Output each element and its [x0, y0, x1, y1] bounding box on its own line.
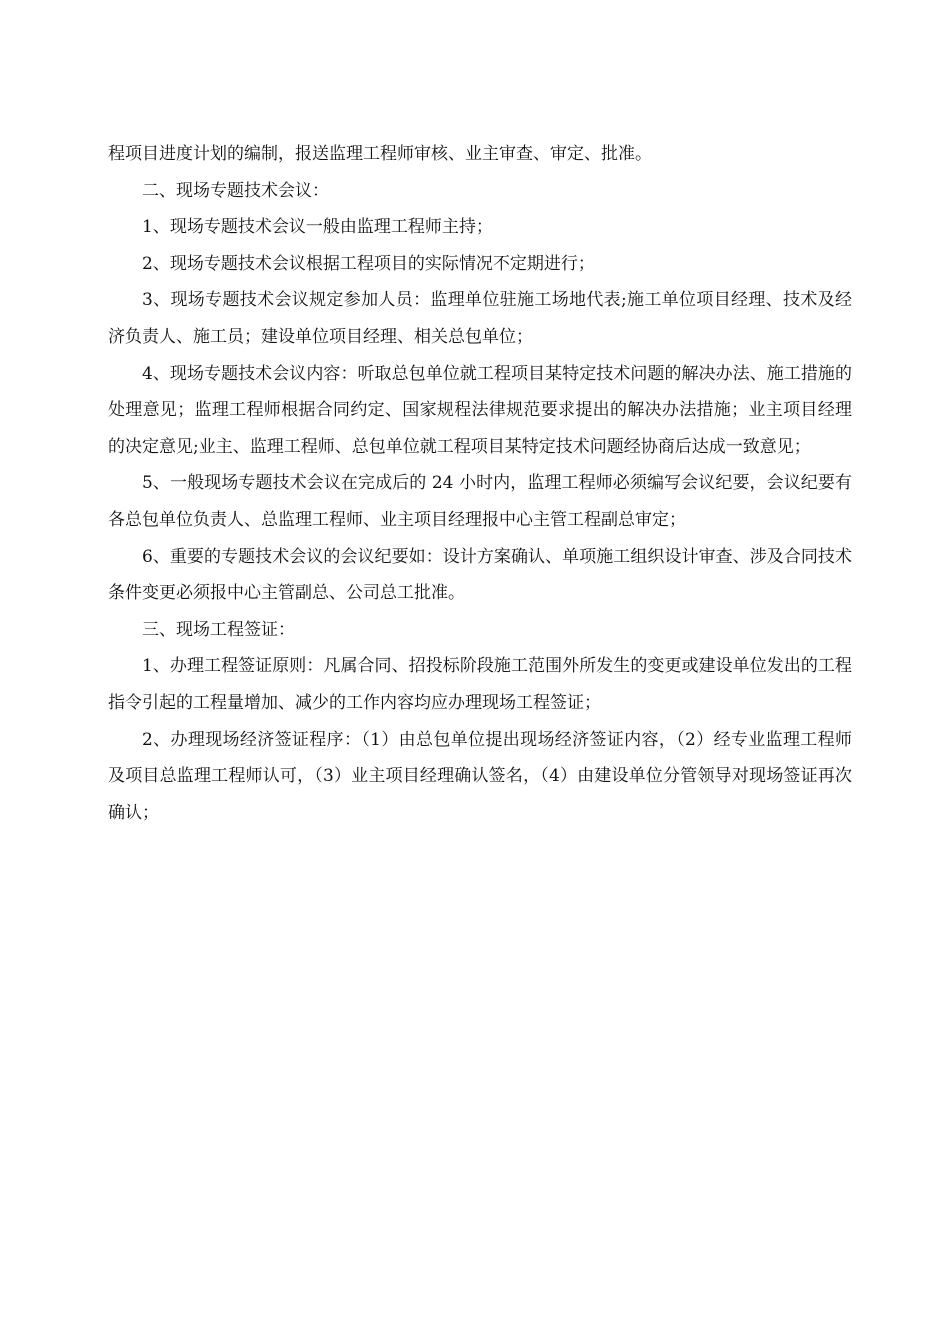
document-body: [108, 136, 852, 831]
list-item-2-3: 3、现场专题技术会议规定参加人员：监理单位驻施工场地代表;施工单位项目经理、技术及经济负责人、施工员；建设单位项目经理、相关总包单位；: [108, 290, 852, 347]
paragraph-continuation: 程项目进度计划的编制，报送监理工程师审核、业主审查、审定、批准。: [108, 144, 652, 164]
list-item-2-5: 5、一般现场专题技术会议在完成后的 24 小时内，监理工程师必须编写会议纪要，会议纪要有各总包单位负责人、总监理工程师、业主项目经理报中心主管工程副总审定；: [108, 473, 852, 530]
list-item-2-1: 1、现场专题技术会议一般由监理工程师主持；: [142, 217, 493, 238]
list-item-2-2: 2、现场专题技术会议根据工程项目的实际情况不定期进行；: [142, 253, 595, 274]
section-heading-2: 二、现场专题技术会议：: [142, 180, 329, 201]
list-item-2-4: 4、现场专题技术会议内容：听取总包单位就工程项目某特定技术问题的解决办法、施工措施的处理意见；监理工程师根据合同约定、国家规程法律规范要求提出的解决办法措施；业主项目经理的决定意见;业主、监理工程师、总包单位就工程项目某特定技术问题经协商后达成一致意见；: [108, 363, 852, 457]
list-item-2-6: 6、重要的专题技术会议的会议纪要如：设计方案确认、单项施工组织设计审查、涉及合同技术条件变更必须报中心主管副总、公司总工批准。: [108, 546, 852, 604]
list-item-3-1: 1、办理工程签证原则：凡属合同、招投标阶段施工范围外所发生的变更或建设单位发出的工程指令引起的工程量增加、减少的工作内容均应办理现场工程签证；: [108, 656, 852, 713]
section-heading-3: 三、现场工程签证：: [142, 619, 295, 640]
list-item-3-2: 2、办理现场经济签证程序：（1）由总包单位提出现场经济签证内容，（2）经专业监理工程师及项目总监理工程师认可，（3）业主项目经理确认签名，（4）由建设单位分管领导对现场签证再次确认；: [108, 729, 852, 823]
